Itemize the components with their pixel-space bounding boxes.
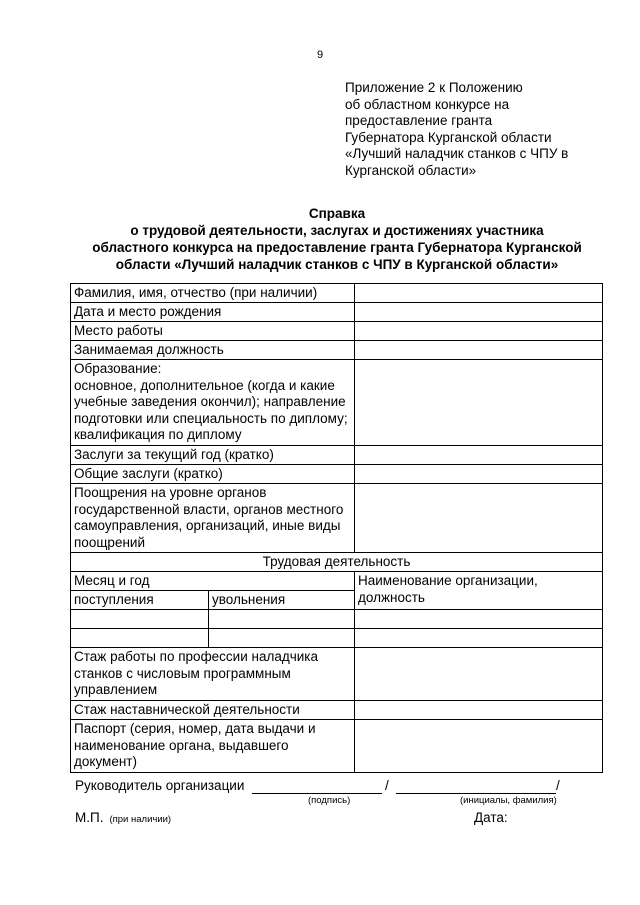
table-row [71,720,603,773]
hire-value[interactable] [71,610,209,629]
initials-caption: (инициалы, фамилия) [460,795,557,806]
dismissal-value[interactable] [209,610,355,629]
info-table [70,283,603,773]
date-label: Дата: [474,810,508,825]
value-full-name[interactable] [355,284,603,303]
label-passport: Паспорт (серия, номер, дата выдачи и наименование органа, выдавшего документ) [71,720,355,773]
table-row [71,629,603,648]
table-row [71,572,603,591]
value-experience[interactable] [355,648,603,701]
table-row [71,610,603,629]
appendix-note [345,80,568,179]
title-line: области «Лучший наладчик станков с ЧПУ в Курганской области» [115,257,559,272]
signature-caption: (подпись) [308,795,351,806]
table-row [71,322,603,341]
org-position-header: Наименование организации, должность [355,572,603,610]
value-mentoring[interactable] [355,701,603,720]
value-merits-general[interactable] [355,465,603,484]
table-row [71,284,603,303]
initials-line[interactable] [396,793,556,794]
value-merits-year[interactable] [355,446,603,465]
appendix-line: предоставление гранта [345,113,493,128]
signature-line[interactable] [252,793,382,794]
appendix-line: Приложение 2 к Положению [345,80,523,95]
dismissal-header: увольнения [209,591,355,610]
value-awards[interactable] [355,484,603,553]
hire-header: поступления [71,591,209,610]
appendix-line: Губернатора Курганской области [345,129,552,145]
table-row [71,341,603,360]
hire-value[interactable] [71,629,209,648]
label-experience: Стаж работы по профессии наладчика станков с числовым программным управлением [71,648,355,701]
label-merits-year: Заслуги за текущий год (кратко) [71,446,355,465]
document-title [0,205,640,273]
title-line: о трудовой деятельности, заслугах и достижениях участника [130,223,544,238]
label-awards: Поощрения на уровне органов государственной власти, органов местного самоуправления, организаций, иные виды поощрений [71,484,355,553]
value-passport[interactable] [355,720,603,773]
table-row [71,484,603,553]
label-full-name: Фамилия, имя, отчество (при наличии) [71,284,355,303]
month-year-header: Месяц и год [71,572,355,591]
org-position-value[interactable] [355,610,603,629]
label-education: Образование: основное, дополнительное (когда и какие учебные заведения окончил); направление подготовки или специальность по диплому; квалификация по диплому [71,360,355,446]
value-workplace[interactable] [355,322,603,341]
value-birth[interactable] [355,303,603,322]
table-row [71,446,603,465]
separator-slash: / [556,778,560,793]
appendix-line: Курганской области» [345,162,477,178]
title-line: областного конкурса на предоставление гранта Губернатора Курганской [92,240,582,255]
dismissal-value[interactable] [209,629,355,648]
table-row [71,360,603,446]
table-row [71,648,603,701]
table-row [71,701,603,720]
head-of-organization-label: Руководитель организации [75,778,245,793]
label-merits-general: Общие заслуги (кратко) [71,465,355,484]
title-line: Справка [308,206,366,221]
stamp-note: (при наличии) [109,814,172,825]
work-activity-header: Трудовая деятельность [71,553,603,572]
appendix-line: об областном конкурсе на [345,96,510,112]
org-position-value[interactable] [355,629,603,648]
table-row [71,303,603,322]
label-position: Занимаемая должность [71,341,355,360]
label-workplace: Место работы [71,322,355,341]
label-birth: Дата и место рождения [71,303,355,322]
value-education[interactable] [355,360,603,446]
value-position[interactable] [355,341,603,360]
appendix-line: «Лучший наладчик станков с ЧПУ в [345,146,569,161]
page-number: 9 [316,49,324,61]
label-mentoring: Стаж наставнической деятельности [71,701,355,720]
table-row [71,465,603,484]
stamp-label: М.П. [75,810,104,825]
separator-slash: / [385,778,389,793]
table-row [71,553,603,572]
stamp-place [75,810,171,825]
